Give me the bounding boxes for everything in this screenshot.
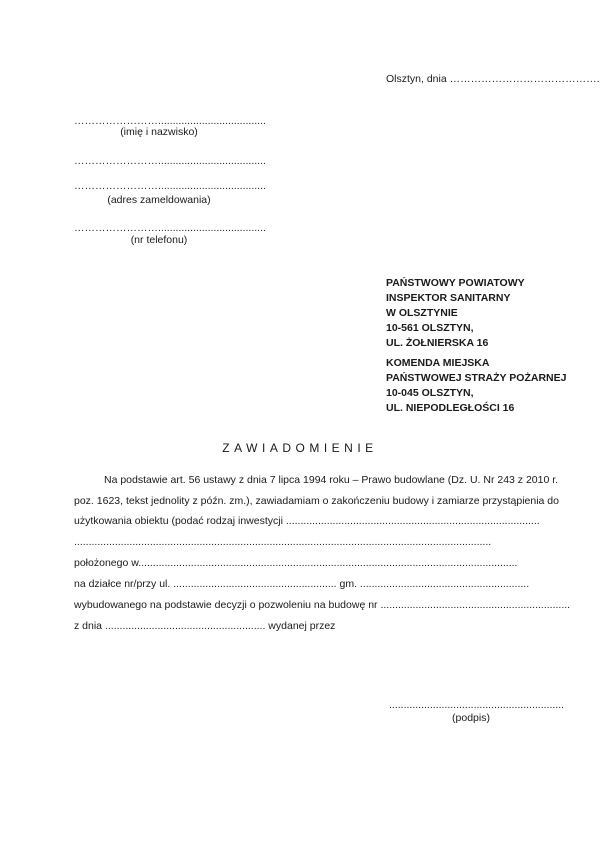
recipient-line: 10-561 OLSZTYN, — [386, 322, 474, 334]
address-line-2: ……………………..................................... — [74, 180, 266, 192]
address-caption: (adres zameldowania) — [107, 194, 211, 206]
signature-caption: (podpis) — [452, 712, 490, 724]
phone-line: ……………………..................................... — [74, 222, 266, 234]
body-line-1: Na podstawie art. 56 ustawy z dnia 7 lipca 1994 roku – Prawo budowlane (Dz. U. Nr 243 z 2010 r. — [104, 474, 559, 486]
body-line-3: użytkowania obiektu (podać rodzaj inwestycji ....................................................................................... — [74, 515, 540, 527]
recipient-line: W OLSZTYNIE — [386, 307, 458, 319]
body-line-4: ............................................................................................................................................... — [74, 536, 492, 548]
body-line-permit: wybudowanego na podstawie decyzji o pozwoleniu na budowę nr ................................................................. — [74, 599, 571, 611]
document-title: ZAWIADOMIENIE — [222, 441, 378, 455]
body-line-location: położonego w.................................................................................................................................. — [74, 557, 518, 569]
signature-line: ............................................................ — [389, 699, 565, 711]
body-line-2: poz. 1623, tekst jednolity z późn. zm.), zawiadamiam o zakończeniu budowy i zamiarze przystąpienia do — [74, 495, 559, 507]
recipient-line: INSPEKTOR SANITARNY — [386, 292, 511, 304]
recipient-sanepid — [386, 276, 525, 351]
phone-caption: (nr telefonu) — [130, 234, 188, 246]
body-line-plot: na działce nr/przy ul. ........................................................ gm. .......................................................... — [74, 578, 530, 590]
name-line: ……………………..................................... — [74, 115, 266, 127]
recipient-line: PAŃSTWOWEJ STRAŻY POŻARNEJ — [386, 372, 567, 384]
recipient-line: 10-045 OLSZTYN, — [386, 387, 474, 399]
recipient-fire-brigade — [386, 356, 566, 416]
recipient-line: PAŃSTWOWY POWIATOWY — [386, 277, 525, 289]
name-caption: (imię i nazwisko) — [120, 126, 198, 138]
recipient-line: KOMENDA MIEJSKA — [386, 357, 490, 369]
body-line-issued: z dnia ....................................................... wydanej przez — [74, 620, 336, 632]
recipient-line: UL. NIEPODLEGŁOŚCI 16 — [386, 402, 515, 414]
place-date: Olsztyn, dnia ……………………………………. — [386, 73, 600, 85]
recipient-line: UL. ŻOŁNIERSKA 16 — [386, 337, 489, 349]
address-line-1: ……………………..................................... — [74, 155, 266, 167]
